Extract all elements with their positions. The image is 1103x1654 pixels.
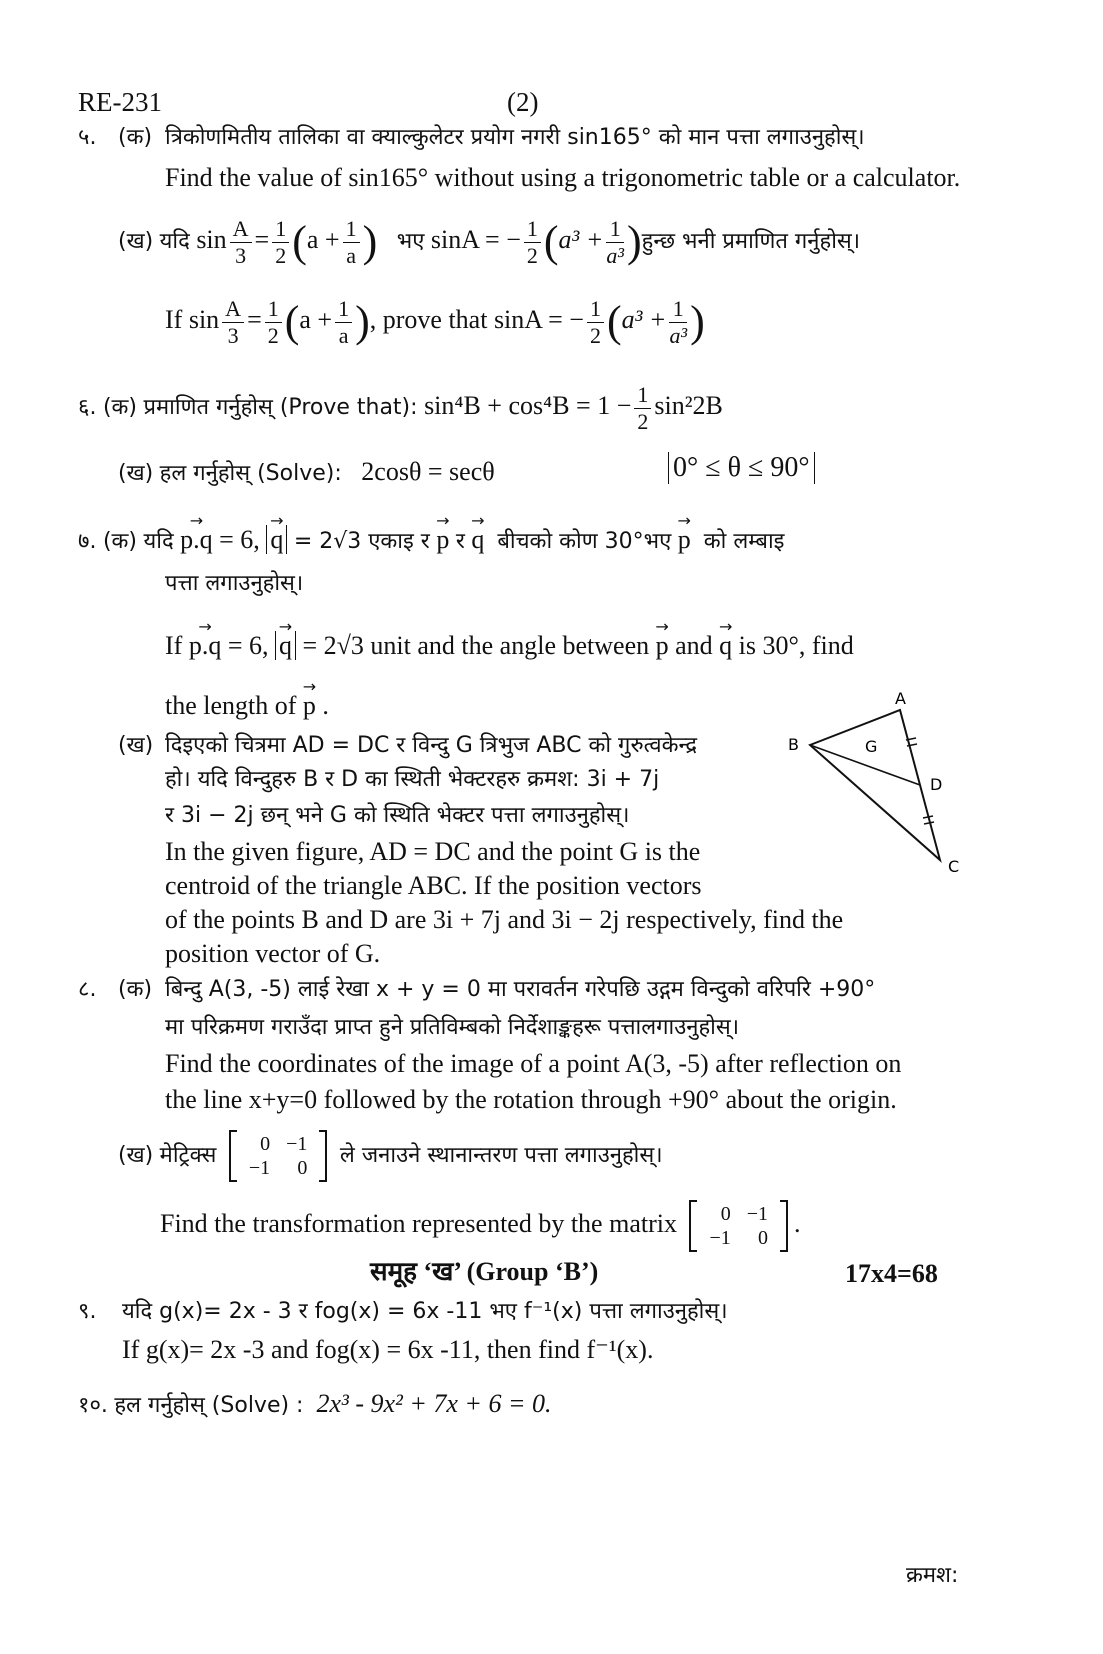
page-number: (2) (507, 87, 539, 117)
q6b-solve-np: हल गर्नुहोस् (Solve): (159, 461, 342, 486)
fraction-a-over-3-en: $\frac{A}{3}$ (222, 298, 244, 347)
fraction-1-over-a3-en: $\frac{1}{\text{a³}}$ (669, 295, 688, 348)
q7b-en-3: of the points B and D are 3i + 7j and 3i − 2j respectively, find the (165, 905, 844, 934)
q6b-line (118, 456, 495, 490)
q6b-label: (ख) (118, 461, 154, 486)
q8a-np-2: मा परिक्रमण गराउँदा प्राप्त हुने प्रतिविम्बको निर्देशाङ्कहरू पत्तालगाउनुहोस्। (165, 1015, 740, 1040)
q6a-prove-np: प्रमाणित गर्नुहोस् (Prove that): (143, 395, 418, 420)
q6b-range: 0° ≤ θ ≤ 90° (668, 452, 815, 484)
q8a-en-2: the line x+y=0 followed by the rotation through +90° about the origin. (165, 1085, 897, 1114)
q6-number: ६. (78, 395, 97, 420)
q8a-en-1: Find the coordinates of the image of a point A(3, -5) after reflection on (165, 1049, 902, 1078)
q7b-en-2: centroid of the triangle ABC. If the position vectors (165, 871, 702, 900)
q6a-formula-left: sin⁴B + cos⁴B = 1 − (424, 391, 632, 420)
q7a-english-line2: the length of → p . (165, 690, 329, 722)
label-d: D (930, 775, 943, 794)
q5-number: ५. (78, 125, 97, 150)
q9-english: If g(x)= 2x -3 and fog(x) = 6x -11, then find f⁻¹(x). (122, 1335, 654, 1364)
q7b-en-4: position vector of G. (165, 939, 381, 968)
q8b-label: (ख) (118, 1143, 154, 1168)
q8a-np-1: बिन्दु A(3, -5) लाई रेखा x + y = 0 मा परावर्तन गरेपछि उद्गम विन्दुको वरिपरि +90° (165, 977, 876, 1002)
q9-nepali: यदि g(x)= 2x - 3 र fog(x) = 6x -11 भए f⁻¹(x) पत्ता लगाउनुहोस्। (122, 1299, 728, 1324)
q5b-english-line: If sin $\frac{A}{3}$ = $\frac{1}{2}$ (a + $\frac{1}{a}$ ), prove that sinA = − $\frac{1}{2}$ (a³ + $\frac{1}{\text{a³}}$ ) (165, 295, 705, 348)
q7b-en-1: In the given figure, AD = DC and the point G is the (165, 837, 701, 866)
fraction-a-over-3: $\frac{A}{3}$ (230, 218, 252, 267)
matrix: 0 −1 −1 0 (229, 1130, 328, 1182)
q10-formula: 2x³ - 9x² + 7x + 6 = 0. (316, 1389, 552, 1418)
q6b-formula: 2cosθ = secθ (361, 457, 495, 486)
continued-label: क्रमश: (906, 1563, 959, 1588)
q5a-nepali: त्रिकोणमितीय तालिका वा क्याल्कुलेटर प्रयोग नगरी sin165° को मान पत्ता लगाउनुहोस्। (165, 125, 865, 150)
fraction-1-over-a-en: $\frac{1}{a}$ (335, 298, 352, 347)
q6a-formula-right: sin²2B (654, 391, 723, 420)
q7b-np-2: हो। यदि विन्दुहरु B र D का स्थिती भेक्टरहरु क्रमश: 3i + 7j (165, 767, 660, 792)
q9-number: ९. (78, 1299, 97, 1324)
exam-code: RE-231 (78, 87, 162, 117)
q10-number: १०. (78, 1393, 108, 1418)
fraction-half: $\frac{1}{2}$ (272, 218, 289, 267)
label-g: G (865, 737, 878, 756)
q5b-label: (ख) (118, 229, 154, 254)
q10-line (78, 1388, 552, 1422)
fraction-half-en-2: $\frac{1}{2}$ (587, 298, 604, 347)
q7b-label: (ख) (118, 733, 154, 758)
q7a-english-line: If → p.q = 6, → q = 2√3 unit and the angle between → p and → q is 30°, find (165, 630, 854, 662)
label-b: B (788, 735, 799, 754)
q7b-np-3: र 3i − 2j छन् भने G को स्थिति भेक्टर पत्ता लगाउनुहोस्। (165, 803, 630, 828)
group-b-marks: 17x4=68 (845, 1259, 938, 1288)
q8b-nepali-line: (ख) मेट्रिक्स 0 −1 −1 0 ले जनाउने स्थानान्तरण पत्ता लगाउनुहोस्। (118, 1126, 663, 1184)
q5b-end-np: हुन्छ भनी प्रमाणित गर्नुहोस्। (641, 229, 861, 254)
q7-number: ७. (78, 529, 97, 554)
q7a-label: (क) (102, 529, 137, 554)
group-b-title: समूह ‘ख’ (Group ‘B’) (370, 1257, 599, 1286)
q5a-label: (क) (118, 125, 153, 150)
tick-dc-1 (923, 816, 933, 818)
q5b-then-np: भए (396, 229, 425, 254)
fraction-1-over-a: $\frac{1}{a}$ (343, 218, 360, 267)
q5a-english: Find the value of sin165° without using a trigonometric table or a calculator. (165, 163, 961, 192)
fraction-half-q6: $\frac{1}{2}$ (634, 384, 651, 433)
label-c: C (948, 857, 960, 876)
sin-text: sin (196, 225, 227, 254)
q8b-english-line: Find the transformation represented by the matrix 0 −1 −1 0 . (160, 1196, 801, 1252)
q10-solve: हल गर्नुहोस् (Solve) : (114, 1393, 304, 1418)
label-a: A (895, 690, 906, 708)
triangle-figure (780, 690, 980, 890)
fraction-1-over-a3: $\frac{1}{\text{a³}}$ (606, 215, 624, 268)
q6a-line (78, 378, 723, 436)
q8-number: ८. (78, 977, 97, 1002)
fraction-half-en: $\frac{1}{2}$ (265, 298, 282, 347)
q7a-nepali-line: ७. (क) यदि → p.q = 6, → q = 2√3 एकाइ र → p र → q बीचको कोण 30°भए → p को लम्बाइ (78, 524, 784, 558)
q5b-if-np: यदि (159, 229, 190, 254)
matrix-en: 0 −1 −1 0 (689, 1200, 788, 1252)
tick-dc-2 (924, 822, 934, 824)
fraction-half-2: $\frac{1}{2}$ (524, 218, 541, 267)
q7b-np-1: दिइएको चित्रमा AD = DC र विन्दु G त्रिभुज ABC को गुरुत्वकेन्द्र (165, 733, 698, 758)
q6a-label: (क) (102, 395, 137, 420)
triangle-abc (810, 710, 943, 860)
q7a-nepali-line2: पत्ता लगाउनुहोस्। (165, 571, 304, 596)
q5b-nepali-line: (ख) यदि sin $\frac{A}{3}$ = $\frac{1}{2}$ (a + $\frac{1}{a}$ ) भए sinA = − $\frac{1}{2}$ (a³ + $\frac{1}{\text{a³}}$ )हुन्छ भनी प्रमाणित गर्नुहोस्। (118, 215, 861, 268)
q8a-label: (क) (118, 977, 153, 1002)
